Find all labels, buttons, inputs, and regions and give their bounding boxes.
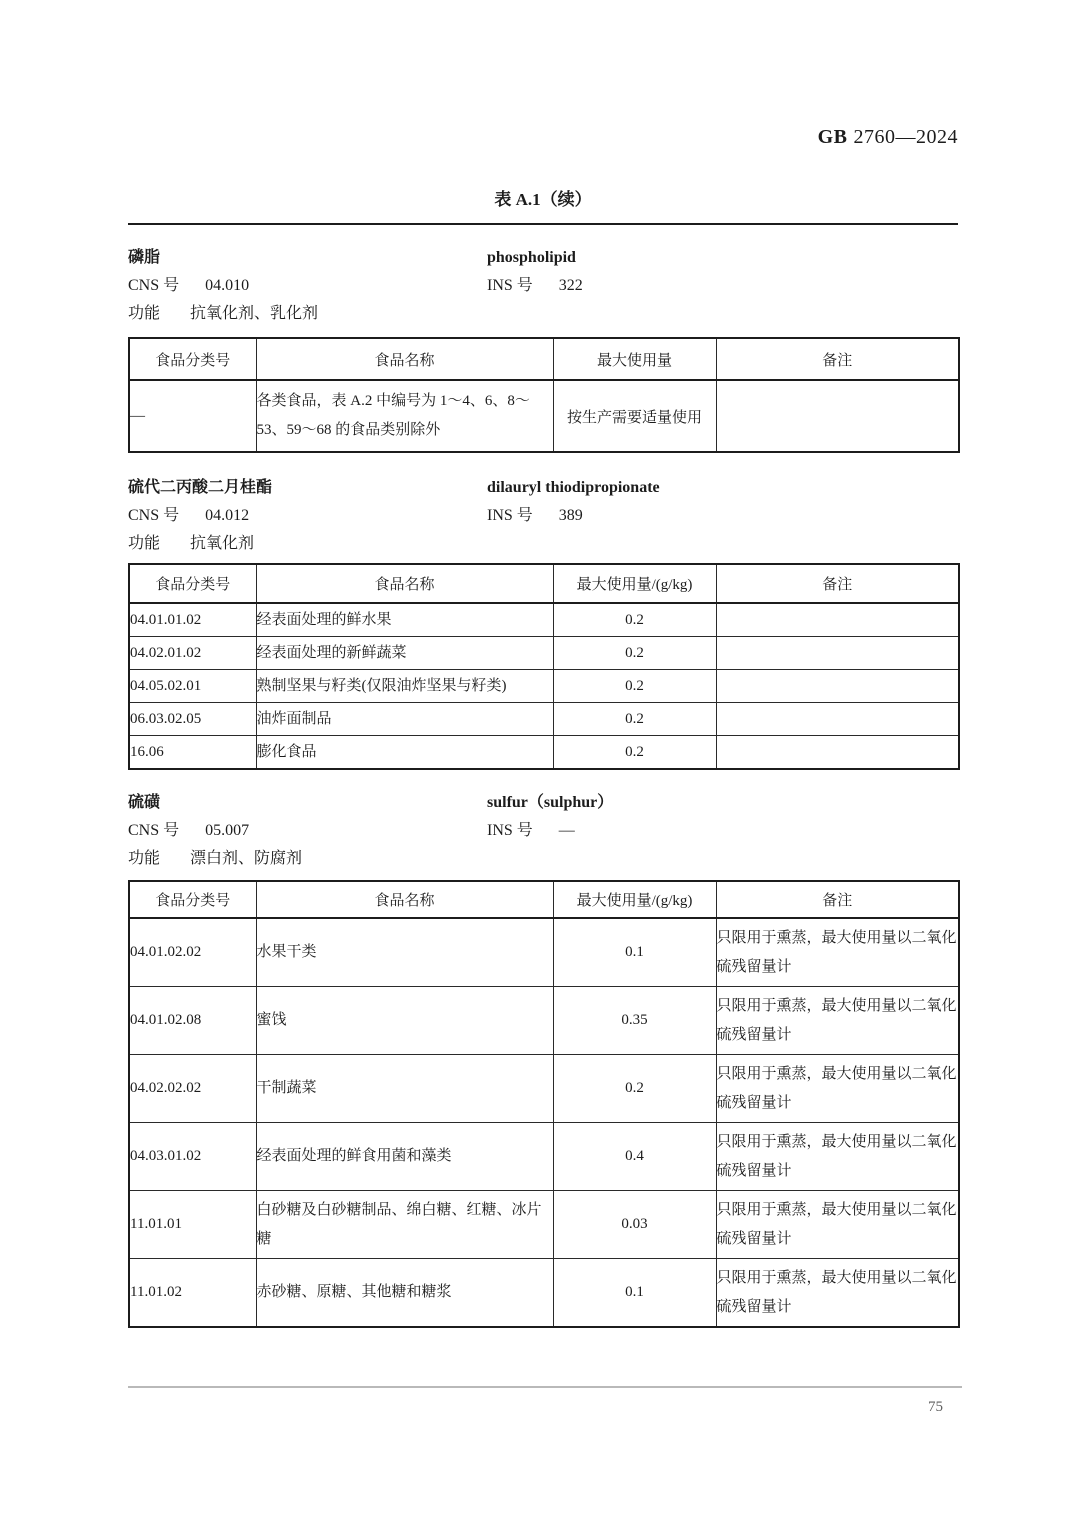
section-name-en: dilauryl thiodipropionate (487, 479, 660, 496)
cell-food-code: 11.01.02 (129, 1259, 256, 1328)
cell-food-code: 04.01.02.02 (129, 918, 256, 987)
header-food-code: 食品分类号 (129, 564, 256, 603)
header-food-code: 食品分类号 (129, 881, 256, 918)
cns-label: CNS 号 (128, 822, 180, 839)
cell-note: 只限用于熏蒸，最大使用量以二氧化硫残留量计 (716, 1123, 959, 1191)
header-food-code: 食品分类号 (129, 338, 256, 380)
cell-note: 只限用于熏蒸，最大使用量以二氧化硫残留量计 (716, 1191, 959, 1259)
cell-max-usage: 0.2 (553, 637, 716, 670)
table-header-row (129, 564, 959, 603)
cell-note (716, 736, 959, 770)
cell-food-name: 熟制坚果与籽类(仅限油炸坚果与籽类) (256, 670, 553, 703)
table-row (129, 987, 959, 1055)
section-name-en: sulfur（sulphur） (487, 794, 614, 811)
header-food-name: 食品名称 (256, 564, 553, 603)
function-label: 功能 (128, 850, 161, 867)
ins-value: 389 (558, 507, 583, 524)
cell-food-name: 各类食品，表 A.2 中编号为 1～4、6、8～53、59～68 的食品类别除外 (256, 380, 553, 452)
cell-food-code: 11.01.01 (129, 1191, 256, 1259)
cell-food-code: 04.02.01.02 (129, 637, 256, 670)
cell-max-usage: 0.2 (553, 603, 716, 637)
section-phospholipid (128, 244, 958, 328)
table-row (129, 380, 959, 452)
cell-max-usage: 0.03 (553, 1191, 716, 1259)
cell-note: 只限用于熏蒸，最大使用量以二氧化硫残留量计 (716, 1259, 959, 1328)
cell-food-name: 膨化食品 (256, 736, 553, 770)
table-row (129, 1055, 959, 1123)
cell-food-code: 16.06 (129, 736, 256, 770)
function-label: 功能 (128, 535, 161, 552)
header-max-usage: 最大使用量 (553, 338, 716, 380)
cell-max-usage: 0.1 (553, 1259, 716, 1328)
ins-label: INS 号 (487, 277, 533, 294)
cell-food-name: 经表面处理的鲜水果 (256, 603, 553, 637)
ins-label: INS 号 (487, 507, 533, 524)
cell-food-code: 04.01.01.02 (129, 603, 256, 637)
footer-rule-divider (128, 1386, 962, 1388)
section-sulfur (128, 789, 958, 873)
section-name-zh: 硫磺 (128, 794, 161, 811)
doc-code-prefix: GB (817, 126, 848, 148)
cell-food-code: 04.01.02.08 (129, 987, 256, 1055)
function-value: 抗氧化剂、乳化剂 (190, 305, 319, 322)
header-food-name: 食品名称 (256, 881, 553, 918)
cell-food-code: 04.03.01.02 (129, 1123, 256, 1191)
ins-value: 322 (558, 277, 583, 294)
table-row (129, 603, 959, 637)
cell-food-code: 04.05.02.01 (129, 670, 256, 703)
cell-max-usage: 0.2 (553, 703, 716, 736)
page-number: 75 (928, 1399, 943, 1415)
ins-value: — (558, 822, 575, 839)
cell-note (716, 670, 959, 703)
cell-food-name: 水果干类 (256, 918, 553, 987)
function-value: 漂白剂、防腐剂 (190, 850, 303, 867)
cell-food-name: 经表面处理的新鲜蔬菜 (256, 637, 553, 670)
table-row (129, 736, 959, 770)
section-dilauryl-thiodipropionate (128, 474, 958, 558)
ins-label: INS 号 (487, 822, 533, 839)
section-name-zh: 硫代二丙酸二月桂酯 (128, 479, 273, 496)
header-max-usage: 最大使用量/(g/kg) (553, 881, 716, 918)
cell-food-code: 04.02.02.02 (129, 1055, 256, 1123)
cell-max-usage: 0.35 (553, 987, 716, 1055)
table-row (129, 1123, 959, 1191)
cell-food-name: 白砂糖及白砂糖制品、绵白糖、红糖、冰片糖 (256, 1191, 553, 1259)
cell-note: 只限用于熏蒸，最大使用量以二氧化硫残留量计 (716, 918, 959, 987)
table-row (129, 703, 959, 736)
table-row (129, 1191, 959, 1259)
cell-food-name: 油炸面制品 (256, 703, 553, 736)
title-rule-divider (128, 223, 958, 225)
cell-max-usage: 0.1 (553, 918, 716, 987)
table-header-row (129, 338, 959, 380)
cns-value: 04.010 (205, 277, 250, 294)
cell-max-usage: 0.2 (553, 1055, 716, 1123)
table-row (129, 1259, 959, 1328)
cell-note (716, 637, 959, 670)
cell-max-usage: 按生产需要适量使用 (553, 380, 716, 452)
section-name-en: phospholipid (487, 249, 576, 266)
cell-food-name: 赤砂糖、原糖、其他糖和糖浆 (256, 1259, 553, 1328)
table-header-row (129, 881, 959, 918)
cell-food-name: 蜜饯 (256, 987, 553, 1055)
cns-label: CNS 号 (128, 277, 180, 294)
doc-code (128, 0, 958, 149)
function-value: 抗氧化剂 (190, 535, 255, 552)
header-note: 备注 (716, 338, 959, 380)
cns-label: CNS 号 (128, 507, 180, 524)
doc-code-number: 2760—2024 (853, 126, 958, 148)
additive-table-phospholipid (128, 337, 960, 453)
cell-note (716, 380, 959, 452)
cell-max-usage: 0.2 (553, 670, 716, 703)
header-food-name: 食品名称 (256, 338, 553, 380)
cell-note: 只限用于熏蒸，最大使用量以二氧化硫残留量计 (716, 1055, 959, 1123)
cell-food-name: 干制蔬菜 (256, 1055, 553, 1123)
cell-max-usage: 0.2 (553, 736, 716, 770)
header-note: 备注 (716, 564, 959, 603)
table-row (129, 670, 959, 703)
table-row (129, 637, 959, 670)
section-name-zh: 磷脂 (128, 249, 161, 266)
cell-note (716, 603, 959, 637)
table-row (129, 918, 959, 987)
additive-table-dilauryl (128, 563, 960, 770)
header-note: 备注 (716, 881, 959, 918)
function-label: 功能 (128, 305, 161, 322)
cell-food-name: 经表面处理的鲜食用菌和藻类 (256, 1123, 553, 1191)
header-max-usage: 最大使用量/(g/kg) (553, 564, 716, 603)
cell-max-usage: 0.4 (553, 1123, 716, 1191)
cns-value: 05.007 (205, 822, 250, 839)
cell-note (716, 703, 959, 736)
table-title: 表 A.1（续） (494, 190, 592, 209)
cell-food-code: — (129, 380, 256, 452)
cell-food-code: 06.03.02.05 (129, 703, 256, 736)
additive-table-sulfur (128, 880, 960, 1328)
cell-note: 只限用于熏蒸，最大使用量以二氧化硫残留量计 (716, 987, 959, 1055)
cns-value: 04.012 (205, 507, 250, 524)
